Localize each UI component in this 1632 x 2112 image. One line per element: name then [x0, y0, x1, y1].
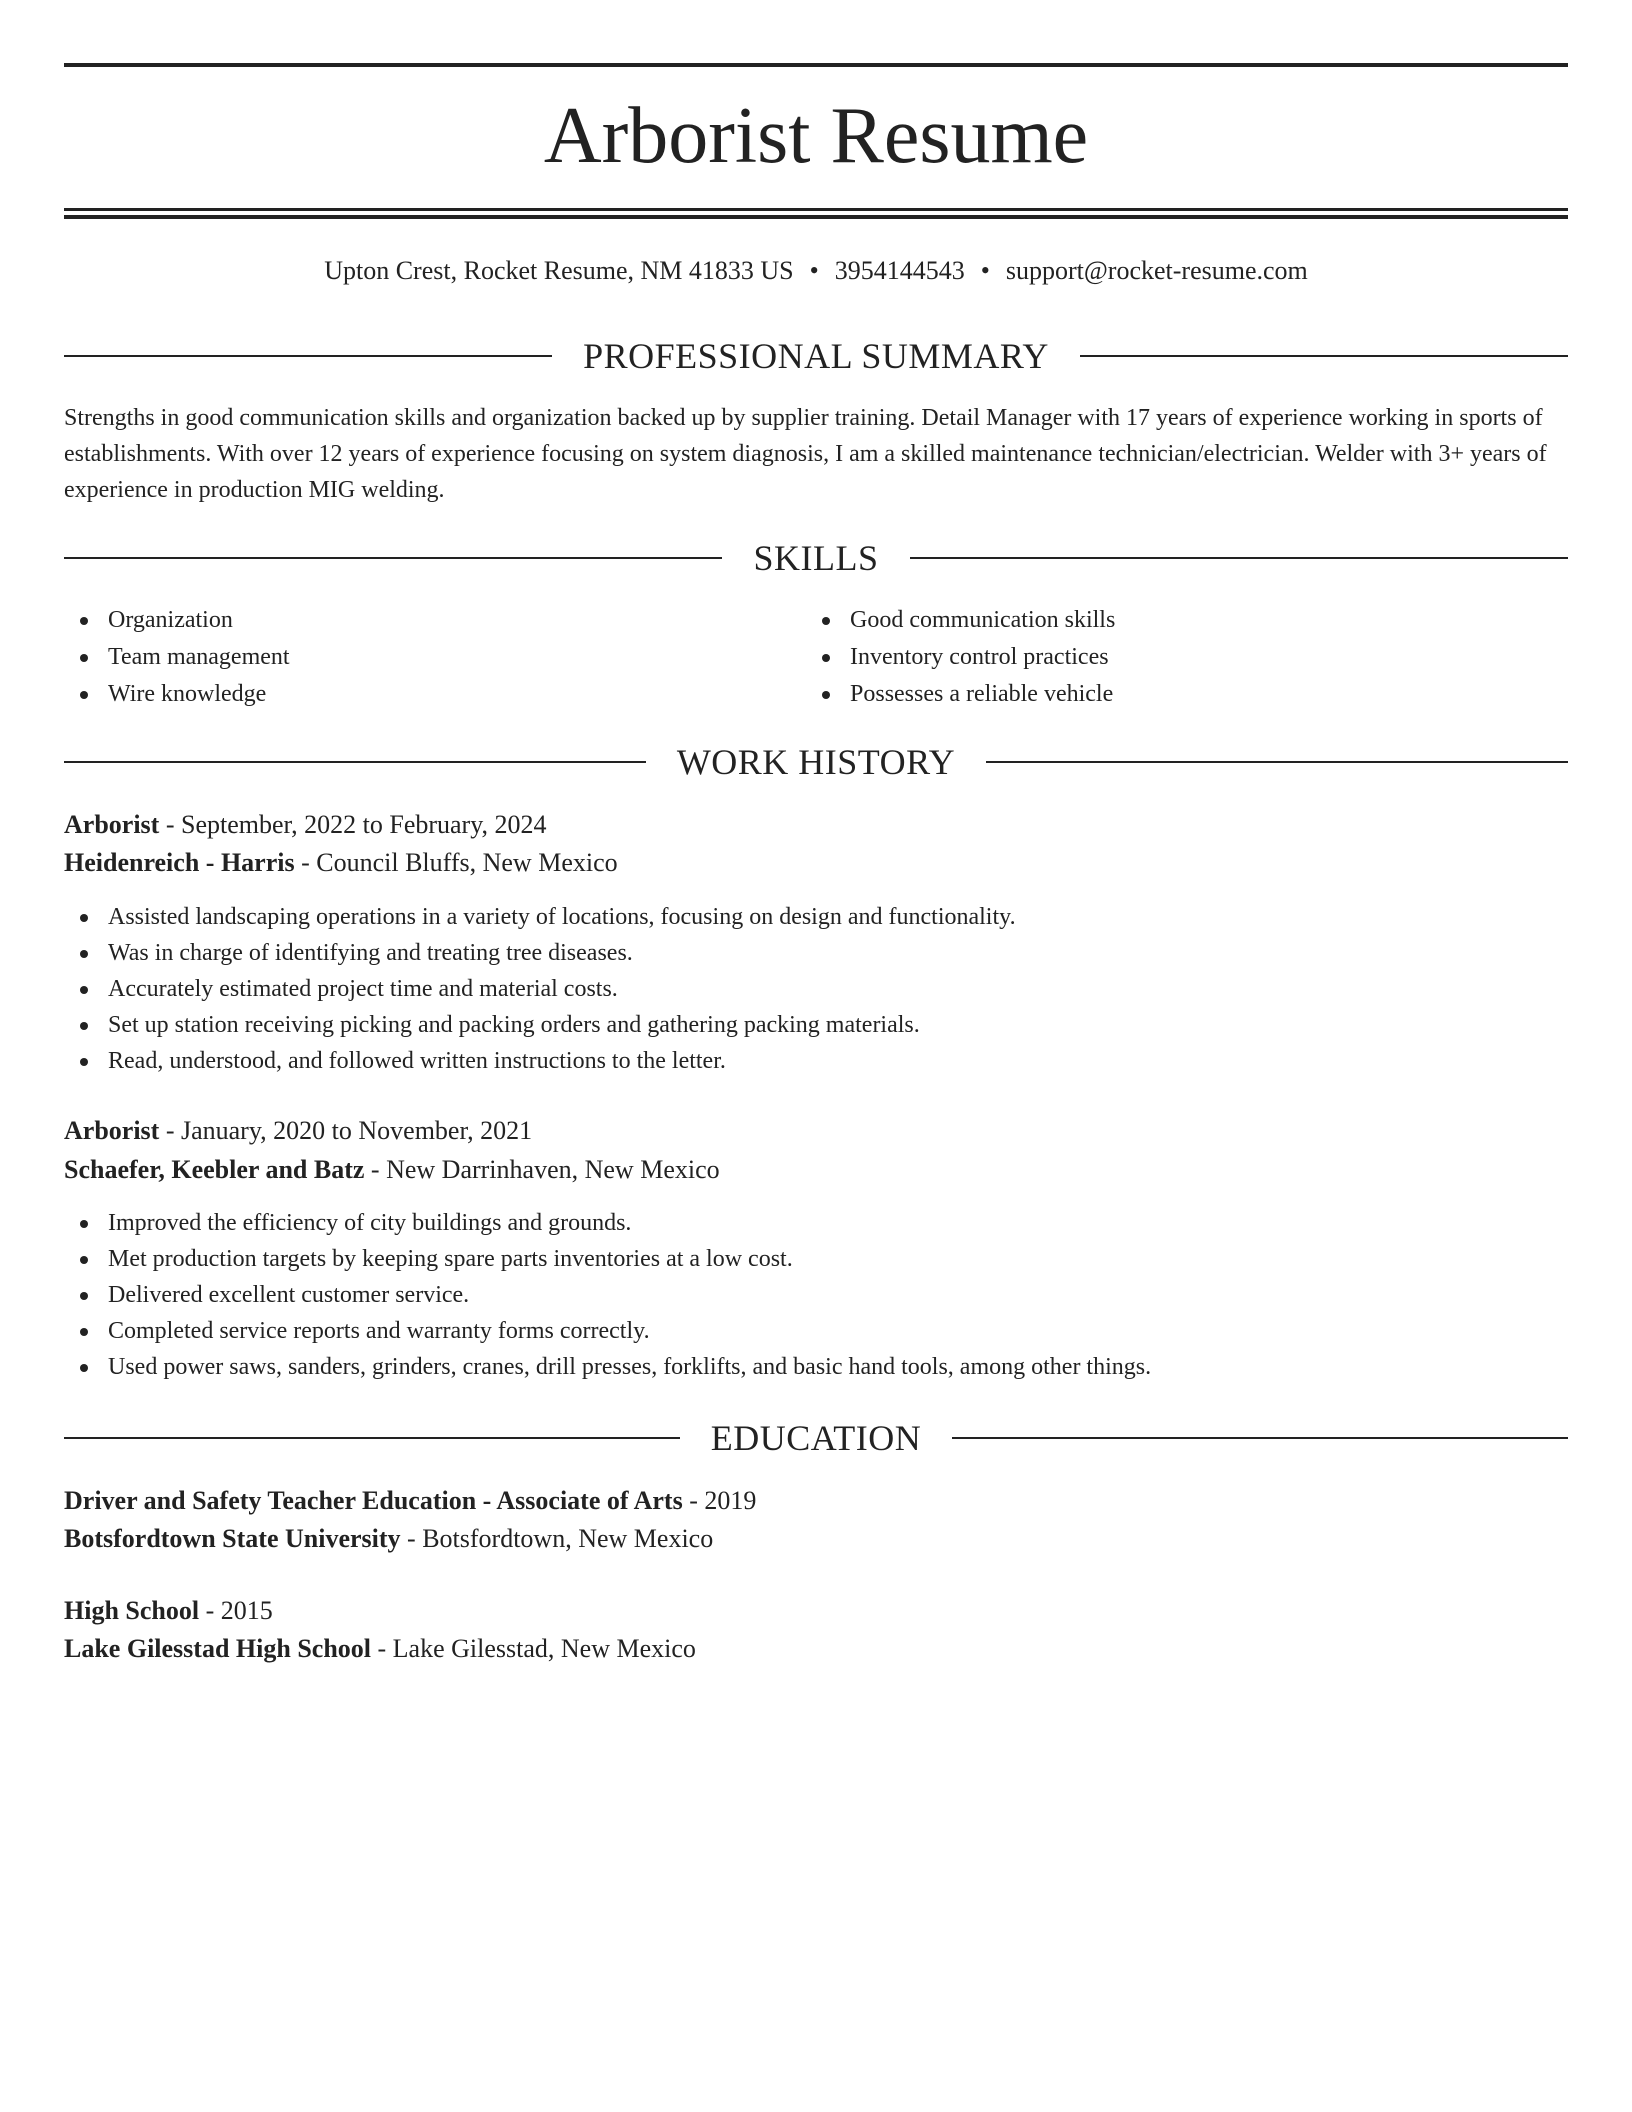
section-title: EDUCATION — [710, 1418, 922, 1458]
list-item: Read, understood, and followed written instructions to the letter. — [64, 1043, 1016, 1079]
education-location: - Botsfordtown, New Mexico — [400, 1524, 714, 1553]
job-company: Heidenreich - Harris — [64, 848, 295, 877]
education-location: - Lake Gilesstad, New Mexico — [371, 1634, 696, 1663]
contact-separator: • — [980, 256, 990, 285]
header-bottom-rule — [64, 208, 1568, 211]
list-item: Was in charge of identifying and treating tree diseases. — [64, 935, 1016, 971]
contact-phone: 3954144543 — [834, 256, 965, 285]
education-school: Lake Gilesstad High School — [64, 1634, 371, 1663]
list-item: Improved the efficiency of city buildings and grounds. — [64, 1205, 1151, 1241]
education-degree: High School — [64, 1596, 200, 1625]
job-title-line — [64, 1113, 532, 1149]
section-header-education — [64, 1416, 1568, 1460]
education-year: - 2015 — [199, 1596, 273, 1625]
education-degree-line — [64, 1593, 273, 1629]
job-dates: - January, 2020 to November, 2021 — [159, 1116, 533, 1145]
skill-item: Wire knowledge — [64, 676, 290, 713]
section-title: WORK HISTORY — [676, 742, 956, 782]
skill-item: Possesses a reliable vehicle — [806, 676, 1115, 713]
section-rule-right — [910, 557, 1568, 559]
header-top-rule — [64, 63, 1568, 67]
list-item: Set up station receiving picking and packing orders and gathering packing materials. — [64, 1007, 1016, 1043]
job-location: - New Darrinhaven, New Mexico — [364, 1155, 720, 1184]
skill-item: Organization — [64, 602, 290, 639]
education-school-line — [64, 1631, 696, 1667]
section-rule-right — [1080, 355, 1568, 357]
job-title: Arborist — [64, 1116, 160, 1145]
job-company: Schaefer, Keebler and Batz — [64, 1155, 365, 1184]
section-title: SKILLS — [753, 538, 879, 578]
section-title: PROFESSIONAL SUMMARY — [583, 336, 1049, 376]
skill-item: Good communication skills — [806, 602, 1115, 639]
list-item: Accurately estimated project time and material costs. — [64, 971, 1016, 1007]
section-header-skills — [64, 536, 1568, 580]
contact-email: support@rocket-resume.com — [1005, 256, 1308, 285]
job-company-line — [64, 845, 618, 881]
education-school: Botsfordtown State University — [64, 1524, 401, 1553]
job-company-line — [64, 1152, 720, 1188]
education-degree: Driver and Safety Teacher Education - Associate of Arts — [64, 1486, 683, 1515]
skills-list-left — [64, 602, 290, 713]
job-duties-list — [64, 1205, 1151, 1385]
list-item: Used power saws, sanders, grinders, cranes, drill presses, forklifts, and basic hand tools, among other things. — [64, 1349, 1151, 1385]
education-year: - 2019 — [682, 1486, 757, 1515]
section-header-summary — [64, 334, 1568, 378]
section-header-work-history — [64, 740, 1568, 784]
list-item: Completed service reports and warranty forms correctly. — [64, 1313, 1151, 1349]
job-title-line — [64, 807, 547, 843]
contact-address: Upton Crest, Rocket Resume, NM 41833 US — [324, 256, 794, 285]
contact-line — [64, 255, 1568, 287]
section-rule-right — [986, 761, 1568, 763]
skills-list-right — [806, 602, 1115, 713]
education-degree-line — [64, 1483, 756, 1519]
job-duties-list — [64, 899, 1016, 1079]
list-item: Met production targets by keeping spare parts inventories at a low cost. — [64, 1241, 1151, 1277]
contact-separator: • — [809, 256, 819, 285]
skill-item: Team management — [64, 639, 290, 676]
header-bottom-rule-double — [64, 215, 1568, 219]
job-dates: - September, 2022 to February, 2024 — [159, 810, 547, 839]
job-location: - Council Bluffs, New Mexico — [294, 848, 618, 877]
list-item: Delivered excellent customer service. — [64, 1277, 1151, 1313]
job-title: Arborist — [64, 810, 160, 839]
skill-item: Inventory control practices — [806, 639, 1115, 676]
resume-title: Arborist Resume — [543, 92, 1089, 180]
summary-text: Strengths in good communication skills and organization backed up by supplier training. Detail Manager with 17 years of experience working in sports of establishments. With over 12 years of experience focusing on system diagnosis, I am a skilled maintenance technician/electrician. Welder with 3+ years of experience in production MIG welding. — [64, 405, 1547, 503]
list-item: Assisted landscaping operations in a variety of locations, focusing on design and functionality. — [64, 899, 1016, 935]
education-school-line — [64, 1521, 713, 1557]
section-rule-right — [952, 1437, 1568, 1439]
